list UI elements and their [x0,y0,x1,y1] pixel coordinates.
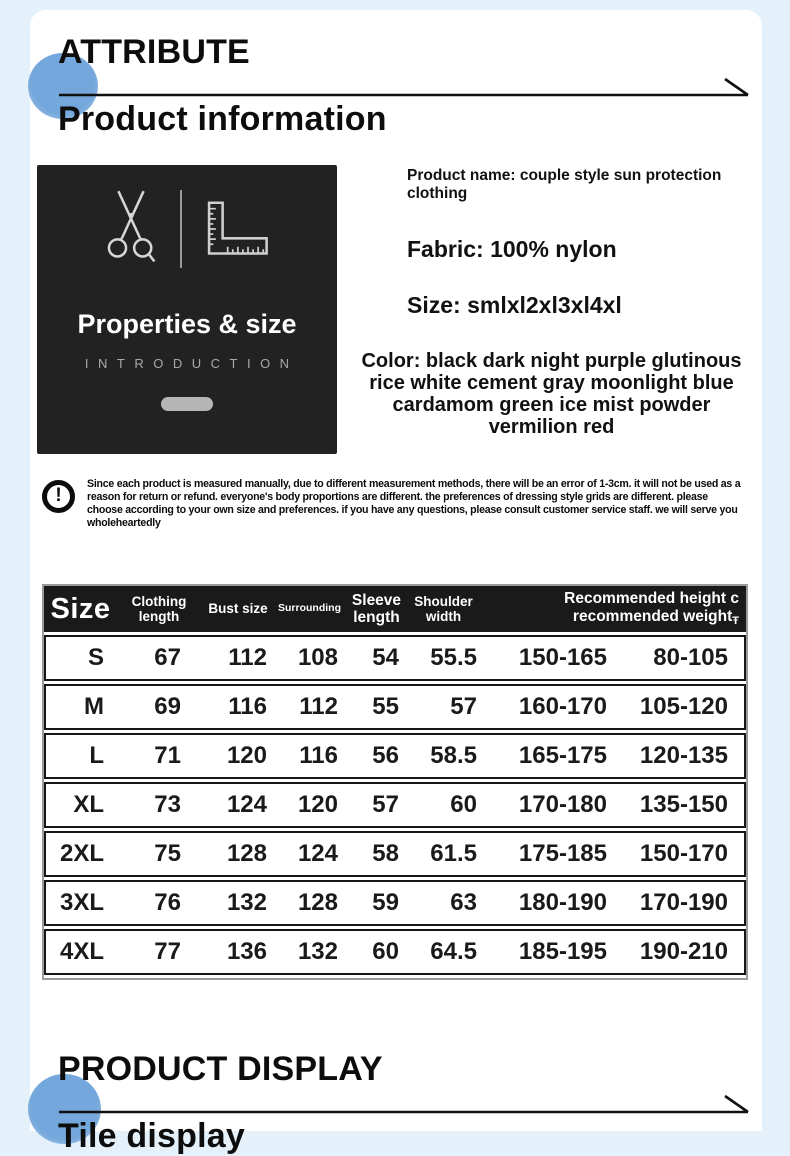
measurement-cell: 185-195 [518,938,607,965]
measurement-cell: 63 [450,889,477,916]
measurement-cell: 128 [226,840,267,867]
weight-unit-glyph: Ŧ [732,615,739,628]
measurement-cell: 73 [154,791,181,818]
header-surrounding: Surrounding [278,602,341,615]
measurement-cell: 58 [372,840,399,867]
properties-panel [37,165,337,454]
panel-title: Properties & size [77,308,297,339]
display-section-header [30,1050,762,1156]
measurement-cell: 120 [297,791,338,818]
measurement-cell: 64.5 [430,938,477,965]
measurement-cell: 135-150 [639,791,728,818]
section-subtitle: Product information [58,99,387,138]
measurement-cell: 108 [297,644,338,671]
disclaimer [42,478,746,531]
size-label-cell: L [89,742,104,769]
size-label-cell: 3XL [59,889,104,916]
measurement-cell: 132 [226,889,267,916]
measurement-cell: 150-170 [639,840,728,867]
color-line: Color: black dark night purple glutinous rice white cement gray moonlight blue cardamom green ice mist powder vermilion red [361,349,742,438]
size-label-cell: 2XL [59,840,104,867]
measurement-cell: 57 [372,791,399,818]
measurement-cell: 128 [297,889,338,916]
size-table-body [44,635,746,975]
measurement-cell: 61.5 [430,840,477,867]
section-title: PRODUCT DISPLAY [58,1050,383,1088]
measurement-cell: 136 [226,938,267,965]
size-table-header [44,586,746,632]
header-clothing-length: Clothing length [131,593,187,624]
table-row [44,929,746,975]
header-size: Size [50,592,111,625]
panel-icons [37,187,337,271]
fabric-line: Fabric: 100% nylon [407,235,617,262]
panel-subtitle: INTRODUCTION [84,355,299,371]
measurement-cell: 112 [228,644,267,671]
measurement-cell: 165-175 [518,742,607,769]
properties-row [37,165,762,454]
size-label-cell: S [87,644,104,671]
product-info-block [337,165,762,454]
size-label-cell: XL [73,791,104,818]
measurement-cell: 160-170 [518,693,607,720]
measurement-cell: 77 [154,938,181,965]
header-shoulder-width: Shoulder width [414,593,473,624]
disclaimer-text: Since each product is measured manually, due to different measurement methods, there will be an error of 1-3cm. it will not be used as a reason for return or refund. everyone's body proportions are different. the preferences of dressing style grids are different. please choose according to your own size and preferences. if you have any questions, please consult customer service staff. we will serve you wholeheartedly [87,477,741,529]
header-recommended [478,590,746,627]
measurement-cell: 57 [450,693,477,720]
measurement-cell: 60 [450,791,477,818]
measurement-cell: 55 [372,693,399,720]
measurement-cell: 56 [372,742,399,769]
measurement-cell: 75 [154,840,181,867]
measurement-cell: 175-185 [518,840,607,867]
arrow-line-icon [58,77,750,97]
ruler-icon [204,200,270,258]
product-info-card [30,10,762,1155]
measurement-cell: 132 [297,938,338,965]
header-recommended-line1: Recommended height c [564,590,739,608]
measurement-cell: 150-165 [518,644,607,671]
measurement-cell: 170-190 [639,889,728,916]
size-label-cell: 4XL [59,938,104,965]
measurement-cell: 76 [154,889,181,916]
pill-decoration [161,397,213,411]
measurement-cell: 124 [297,840,338,867]
measurement-cell: 60 [372,938,399,965]
header-bust-size: Bust size [208,601,268,617]
table-row [44,880,746,926]
measurement-cell: 80-105 [653,644,728,671]
table-row [44,635,746,681]
section-subtitle: Tile display [58,1116,245,1155]
exclamation-icon: ! [42,480,75,513]
divider [180,190,182,268]
measurement-cell: 180-190 [518,889,607,916]
measurement-cell: 54 [372,644,399,671]
measurement-cell: 190-210 [639,938,728,965]
measurement-cell: 105-120 [639,693,728,720]
table-row [44,684,746,730]
product-name-line: Product name: couple style sun protection clothing [407,166,722,202]
table-row [44,831,746,877]
measurement-cell: 116 [299,742,338,769]
measurement-cell: 120-135 [639,742,728,769]
measurement-cell: 58.5 [430,742,477,769]
measurement-cell: 112 [299,693,338,720]
measurement-cell: 67 [154,644,181,671]
measurement-cell: 116 [228,693,267,720]
measurement-cell: 71 [154,742,181,769]
scissors-icon [104,189,158,269]
size-label-cell: M [84,693,104,720]
header-recommended-line2: recommended weightŦ [572,608,739,628]
arrow-line-icon [58,1094,750,1114]
table-row [44,733,746,779]
header-sleeve-length: Sleeve length [351,591,402,626]
section-title: ATTRIBUTE [58,33,250,71]
measurement-cell: 170-180 [518,791,607,818]
measurement-cell: 55.5 [430,644,477,671]
measurement-cell: 69 [154,693,181,720]
measurement-cell: 124 [226,791,267,818]
size-line: Size: smlxl2xl3xl4xl [407,291,622,318]
size-table [42,584,748,980]
measurement-cell: 120 [226,742,267,769]
measurement-cell: 59 [372,889,399,916]
table-row [44,782,746,828]
attribute-section-header [30,10,762,139]
